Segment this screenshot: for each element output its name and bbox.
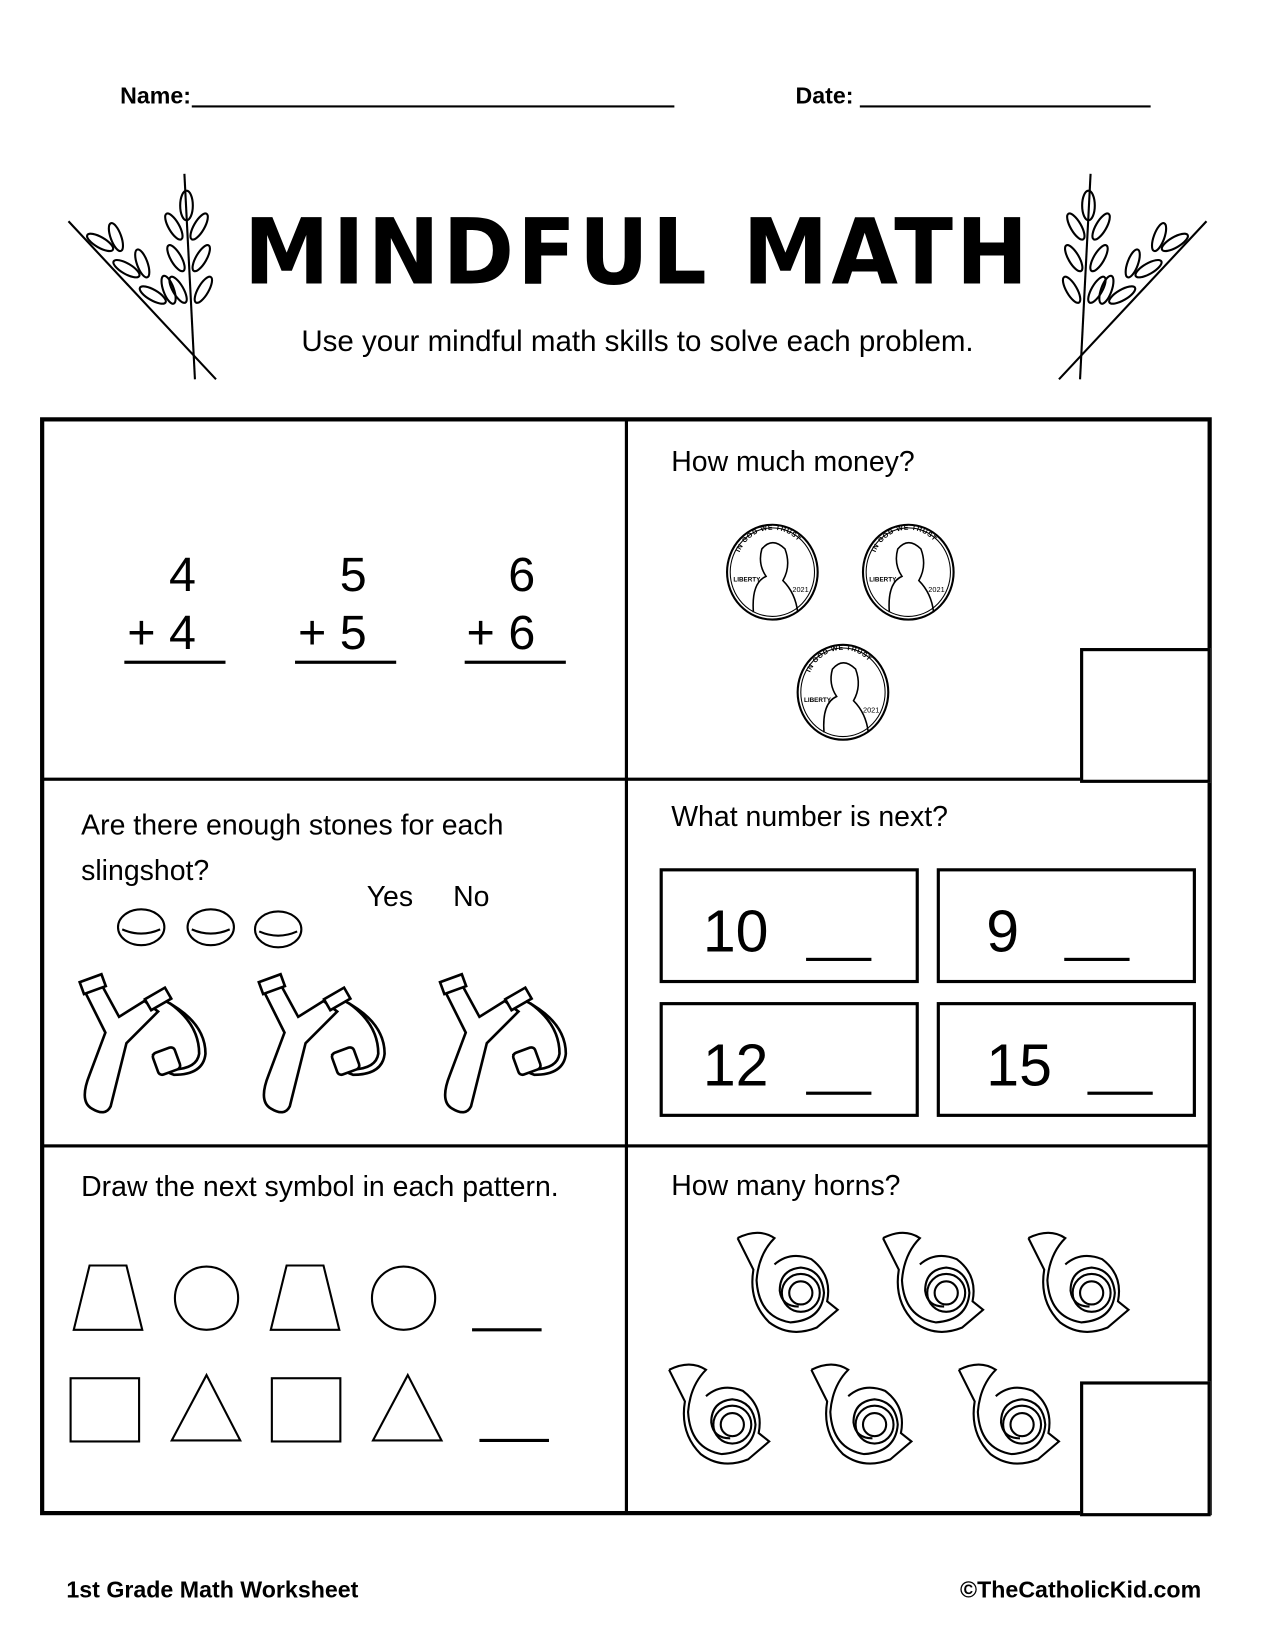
answer-line[interactable] bbox=[1064, 958, 1129, 961]
coin-year: 2021 bbox=[928, 585, 945, 595]
trapezoid-icon bbox=[74, 1265, 142, 1329]
answer-line[interactable] bbox=[806, 958, 871, 961]
penny-icon bbox=[798, 645, 889, 740]
horn-icon bbox=[738, 1233, 838, 1332]
sequence-box bbox=[937, 868, 1196, 983]
coin-motto: IN GOD WE TRUST bbox=[805, 644, 873, 674]
coin-motto: IN GOD WE TRUST bbox=[870, 524, 938, 554]
coin-year: 2021 bbox=[862, 705, 880, 715]
slingshots bbox=[68, 969, 595, 1122]
penny-icon bbox=[863, 525, 954, 620]
coin-word: LIBERTY bbox=[803, 696, 831, 704]
stone-icon bbox=[255, 911, 301, 947]
circle-icon bbox=[372, 1267, 435, 1330]
slingshot-icon bbox=[259, 974, 385, 1112]
stones bbox=[105, 906, 316, 953]
answer-line[interactable] bbox=[124, 661, 225, 664]
pattern-instruction: Draw the next symbol in each pattern. bbox=[81, 1170, 559, 1203]
slingshot-icon bbox=[80, 974, 206, 1112]
triangle-icon bbox=[373, 1375, 441, 1440]
triangle-icon bbox=[172, 1375, 240, 1440]
circle-icon bbox=[175, 1267, 238, 1330]
coin-word: LIBERTY bbox=[733, 576, 761, 584]
horns bbox=[653, 1222, 1138, 1496]
coin-year: 2021 bbox=[792, 585, 809, 595]
coin-word: LIBERTY bbox=[869, 576, 897, 584]
sequence-box bbox=[660, 1002, 919, 1117]
date-field[interactable] bbox=[860, 105, 1151, 107]
pennies bbox=[632, 516, 1053, 748]
subtitle: Use your mindful math skills to solve each problem. bbox=[301, 324, 974, 358]
addend-bottom: + 4 bbox=[127, 604, 196, 660]
horns-question: How many horns? bbox=[671, 1169, 901, 1202]
horn-icon bbox=[883, 1233, 983, 1332]
divider bbox=[42, 778, 1207, 781]
stone-icon bbox=[118, 909, 164, 945]
name-field[interactable] bbox=[192, 105, 675, 107]
horn-icon bbox=[669, 1365, 769, 1464]
square-icon bbox=[272, 1378, 340, 1441]
addend-top: 4 bbox=[169, 546, 196, 602]
yes-option[interactable]: Yes bbox=[366, 880, 414, 913]
money-question: How much money? bbox=[671, 445, 915, 478]
date-label: Date: bbox=[795, 82, 854, 109]
money-answer-box[interactable] bbox=[1080, 648, 1211, 783]
horns-answer-box[interactable] bbox=[1080, 1381, 1211, 1516]
page-title: MINDFUL MATH bbox=[243, 200, 1032, 306]
trapezoid-icon bbox=[271, 1265, 339, 1329]
stones-question: Are there enough stones for each slingshot? bbox=[81, 809, 504, 887]
horn-icon bbox=[1028, 1233, 1128, 1332]
addend-top: 6 bbox=[508, 546, 536, 602]
answer-line[interactable] bbox=[465, 661, 566, 664]
addend-bottom: + 6 bbox=[466, 604, 536, 660]
sequence-question: What number is next? bbox=[671, 800, 948, 833]
square-icon bbox=[71, 1378, 139, 1441]
horn-icon bbox=[959, 1365, 1059, 1464]
sequence-box bbox=[660, 868, 919, 983]
addend-top: 5 bbox=[339, 546, 367, 602]
divider bbox=[625, 419, 628, 1511]
coin-motto: IN GOD WE TRUST bbox=[734, 524, 802, 554]
horn-icon bbox=[811, 1365, 911, 1464]
footer-copyright[interactable]: ©TheCatholicKid.com bbox=[960, 1576, 1202, 1603]
divider bbox=[42, 1144, 1207, 1147]
sequence-number: 15 bbox=[986, 1031, 1052, 1098]
name-label: Name: bbox=[120, 82, 191, 109]
penny-icon bbox=[727, 525, 818, 620]
answer-line[interactable] bbox=[295, 661, 396, 664]
sequence-number: 10 bbox=[702, 897, 769, 965]
sequence-box bbox=[937, 1002, 1196, 1117]
slingshot-icon bbox=[440, 974, 566, 1112]
stone-icon bbox=[188, 909, 234, 945]
footer-grade: 1st Grade Math Worksheet bbox=[66, 1576, 359, 1603]
answer-line[interactable] bbox=[806, 1092, 871, 1095]
no-option[interactable]: No bbox=[453, 880, 490, 913]
answer-line[interactable] bbox=[1087, 1092, 1152, 1095]
sequence-number: 9 bbox=[986, 897, 1020, 965]
addend-bottom: + 5 bbox=[297, 604, 367, 660]
patterns bbox=[63, 1259, 558, 1449]
sequence-number: 12 bbox=[702, 1031, 769, 1098]
